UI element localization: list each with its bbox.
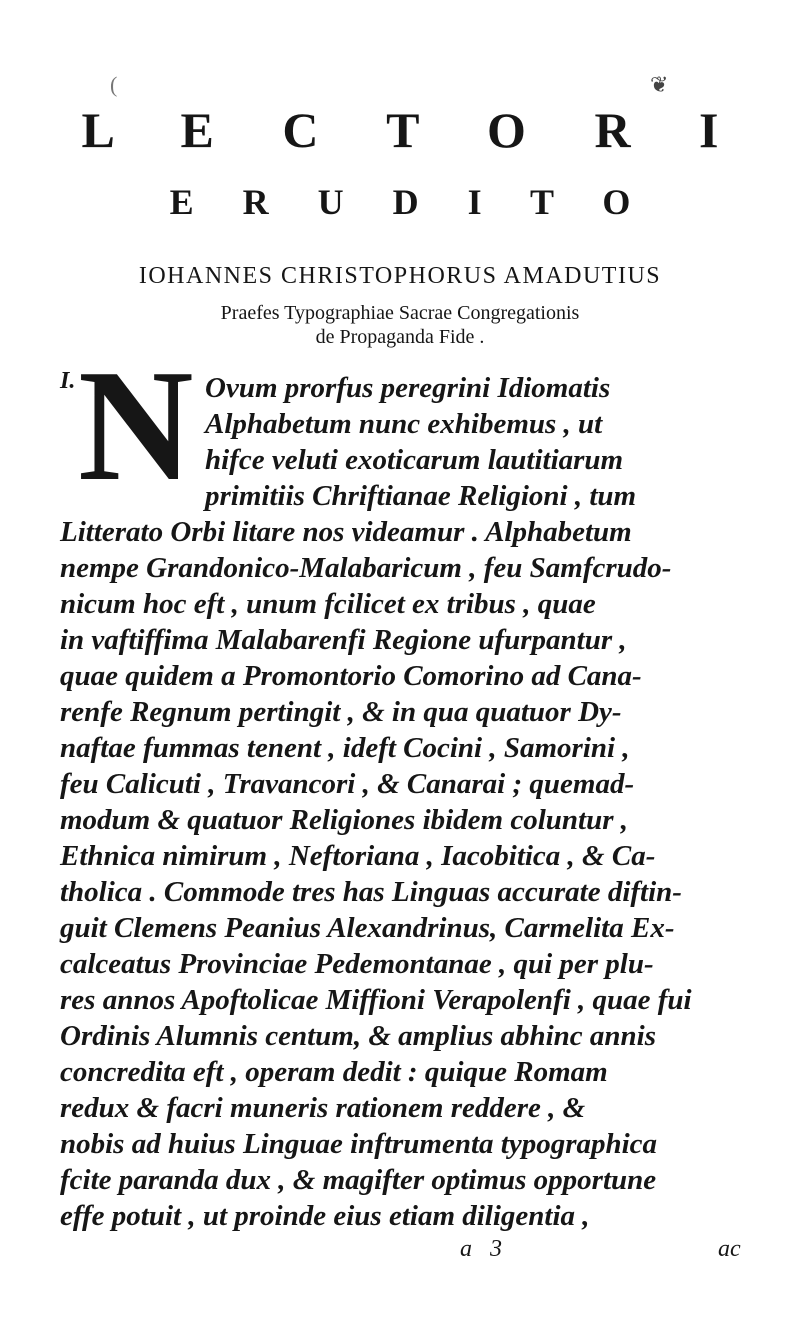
- text-line: quae quidem a Promontorio Comorino ad Cana-: [60, 660, 642, 692]
- text-line: Alphabetum nunc exhibemus , ut: [205, 408, 603, 440]
- text-line: nobis ad huius Linguae inftrumenta typographica: [60, 1128, 658, 1160]
- author-affiliation-line-2: de Propaganda Fide .: [315, 326, 485, 348]
- text-line: tholica . Commode tres has Linguas accurate diftin-: [60, 876, 682, 908]
- text-line: Ovum prorfus peregrini Idiomatis: [205, 372, 611, 404]
- text-line: feu Calicuti , Travancori , & Canarai ; quemad-: [60, 768, 635, 800]
- text-line: nempe Grandonico-Malabaricum , feu Samfcrudo-: [60, 552, 672, 584]
- text-line: Litterato Orbi litare nos videamur . Alphabetum: [60, 516, 632, 548]
- margin-mark: ❦: [650, 72, 669, 97]
- author-affiliation-line-1: Praefes Typographiae Sacrae Congregationis: [220, 302, 580, 324]
- text-line: primitiis Chriftianae Religioni , tum: [205, 480, 637, 512]
- text-line: Ordinis Alumnis centum, & amplius abhinc annis: [60, 1020, 657, 1052]
- text-line: redux & facri muneris rationem reddere , &: [60, 1092, 586, 1124]
- text-line: res annos Apoftolicae Miffioni Verapolenfi , quae fui: [60, 984, 692, 1016]
- text-line: effe potuit , ut proinde eius etiam diligentia ,: [60, 1200, 590, 1232]
- text-line: nicum hoc eft , unum fcilicet ex tribus , quae: [60, 588, 596, 620]
- author-name: IOHANNES CHRISTOPHORUS AMADUTIUS: [138, 263, 662, 289]
- section-number: I.: [60, 368, 76, 394]
- drop-cap-initial: N: [78, 336, 194, 514]
- text-line: naftae fummas tenent , ideft Cocini , Samorini ,: [60, 732, 630, 764]
- text-line: guit Clemens Peanius Alexandrinus, Carmelita Ex-: [60, 912, 675, 944]
- catchword: ac: [718, 1236, 741, 1262]
- text-line: renfe Regnum pertingit , & in qua quatuor Dy-: [60, 696, 622, 728]
- text-line: in vaftiffima Malabarenfi Regione ufurpantur ,: [60, 624, 627, 656]
- text-line: modum & quatuor Religiones ibidem coluntur ,: [60, 804, 629, 836]
- text-line: calceatus Provinciae Pedemontanae , qui per plu-: [60, 948, 654, 980]
- text-line: concredita eft , operam dedit : quique Romam: [60, 1056, 608, 1088]
- text-line: fcite paranda dux , & magifter optimus opportune: [60, 1164, 657, 1196]
- margin-mark: (: [110, 72, 118, 97]
- signature-mark: a 3: [460, 1236, 508, 1262]
- page-subtitle: E R U D I T O: [169, 182, 651, 222]
- page-title: L E C T O R I: [81, 102, 747, 158]
- text-line: Ethnica nimirum , Neftoriana , Iacobitica , & Ca-: [60, 840, 656, 872]
- text-line: hifce veluti exoticarum lautitiarum: [205, 444, 624, 476]
